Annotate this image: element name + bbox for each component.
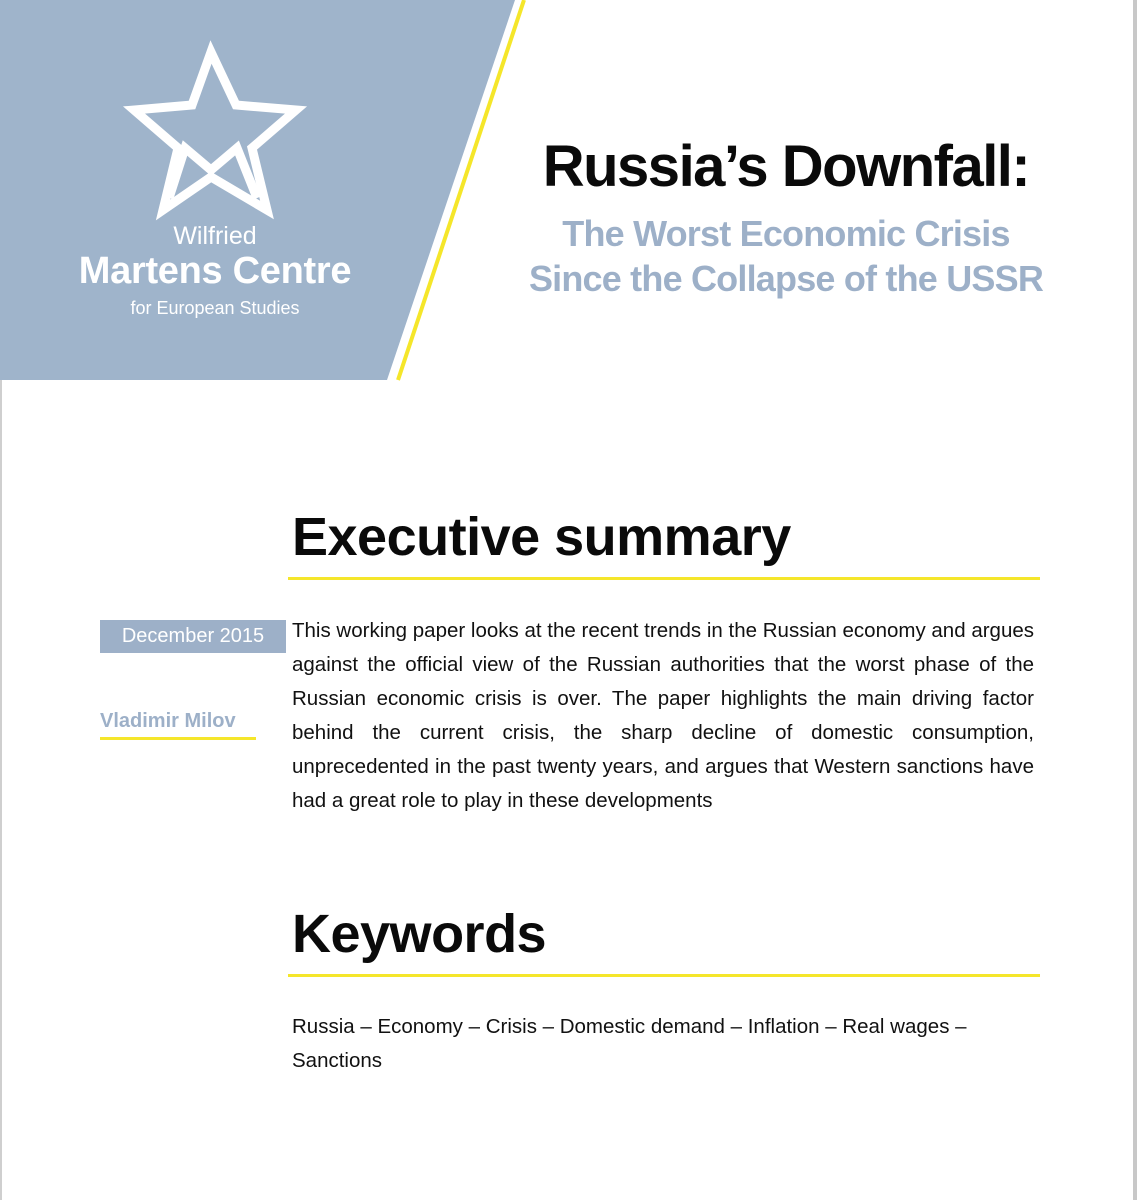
logo-subtitle: for European Studies	[130, 298, 300, 318]
logo-wilfried: Wilfried	[173, 222, 257, 250]
executive-summary-heading: Executive summary	[292, 507, 791, 567]
document-title: Russia’s Downfall:	[542, 134, 1030, 199]
summary-paragraph: This working paper looks at the recent trends in the Russian economy and argues against the official view of the Russian authorities that the worst phase of the Russian economic crisis is over. The paper highlights the main driving factor behind the current crisis, the sharp decline of domestic consumption, unprecedented in the past twenty years, and argues that Western sanctions have had a great role to play in these developments	[292, 619, 1034, 812]
author-underline	[100, 737, 256, 740]
keywords-heading: Keywords	[292, 904, 547, 964]
keywords-list: Russia – Economy – Crisis – Domestic demand – Inflation – Real wages – Sanctions	[292, 1015, 967, 1072]
keywords-rule	[288, 974, 1040, 977]
document-subtitle-line2: Since the Collapse of the USSR	[528, 258, 1044, 299]
author-name: Vladimir Milov	[100, 710, 236, 732]
date-badge: December 2015	[100, 620, 286, 653]
executive-summary-rule	[288, 577, 1040, 580]
logo-martens-centre: Martens Centre	[78, 250, 352, 292]
document-subtitle-line1: The Worst Economic Crisis	[562, 213, 1010, 254]
